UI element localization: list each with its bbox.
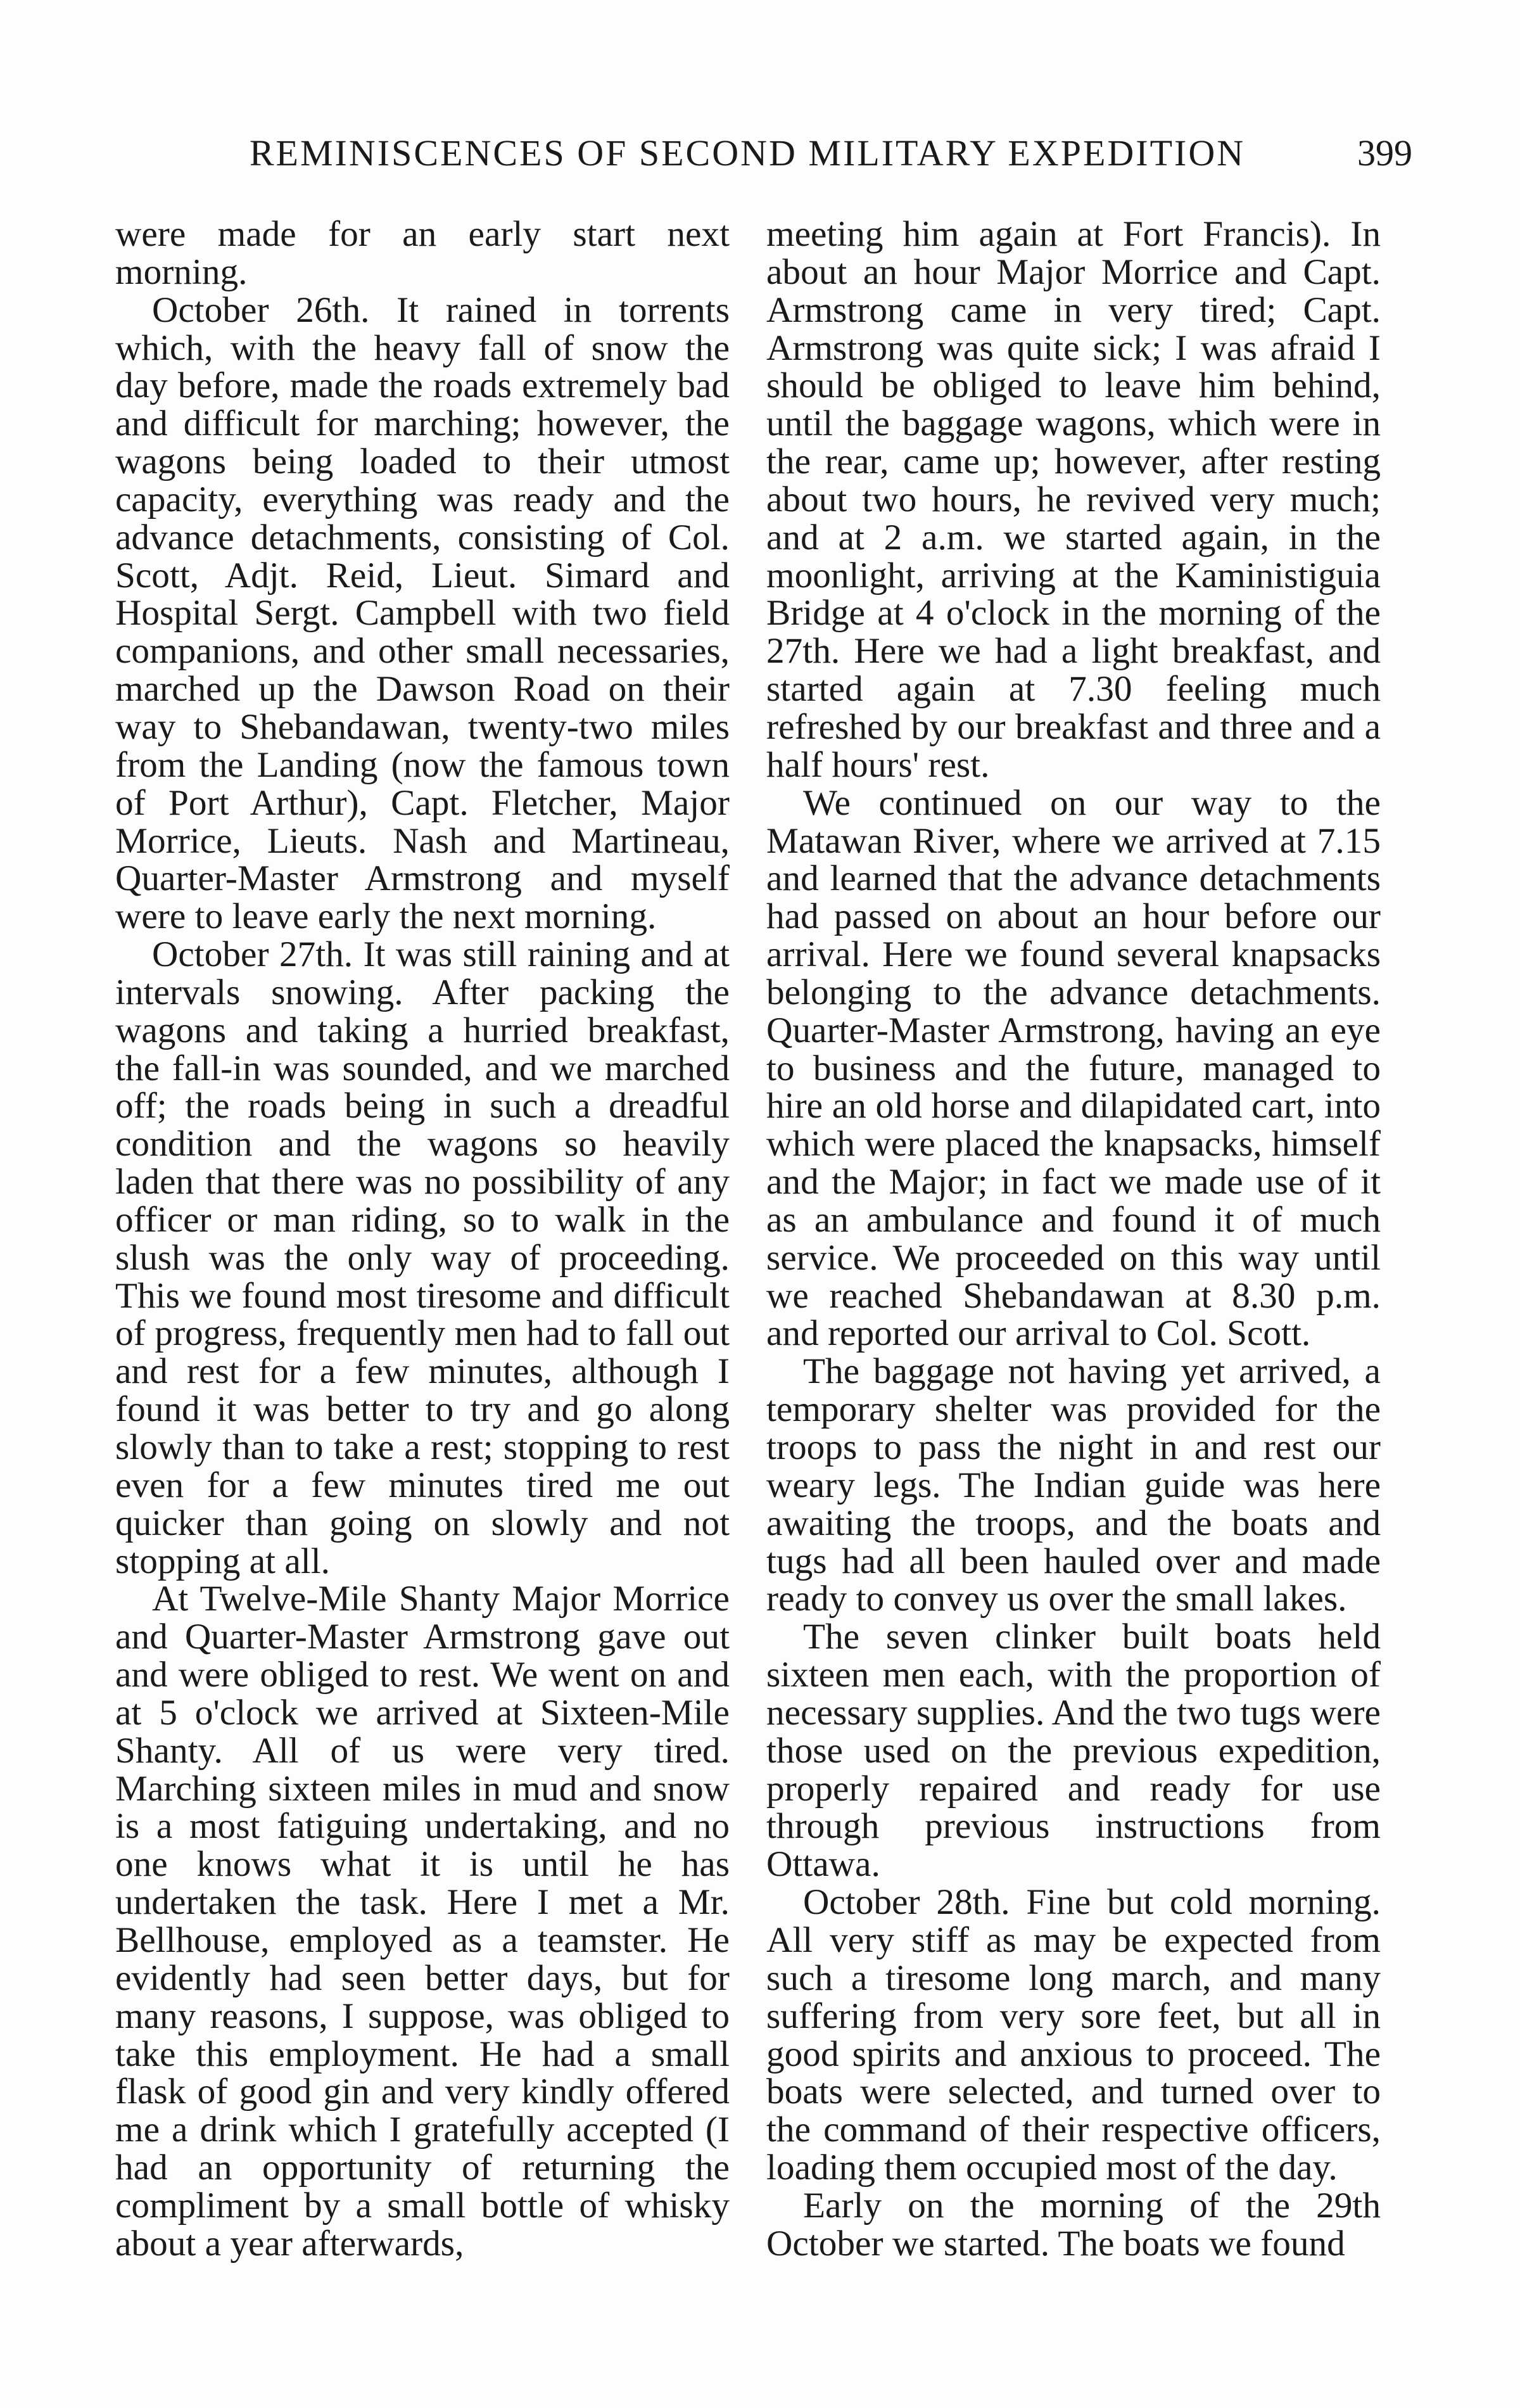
paragraph: meeting him again at Fort Francis). In about an hour Major Morrice and Capt. Armstrong came in very tired; Capt. Armstrong was quite sick; I was afraid I should be obliged to leave him behind, until the baggage wagons, which were in the rear, came up; however, after resting about two hours, he revived very much; and at 2 a.m. we started again, in the moonlight, arriving at the Kaministiguia Bridge at 4 o'clock in the morning of the 27th. Here we had a light breakfast, and started again at 7.30 feeling much refreshed by our breakfast and three and a half hours' rest. (766, 214, 1381, 785)
paragraph: were made for an early start next morning. (115, 214, 730, 292)
running-title: REMINISCENCES OF SECOND MILITARY EXPEDITION (249, 132, 1246, 174)
left-text-column (115, 215, 730, 2263)
paragraph: October 28th. Fine but cold morning. All very stiff as may be expected from such a tiresome long march, and many suffering from very sore feet, but all in good spirits and anxious to proceed. The boats were selected, and turned over to the command of their respective officers, loading them occupied most of the day. (766, 1882, 1381, 2188)
page-header (215, 132, 1412, 189)
paragraph: The seven clinker built boats held sixteen men each, with the proportion of necessary supplies. And the two tugs were those used on the previous expedition, properly repaired and ready for use through previous instructions from Ottawa. (766, 1617, 1381, 1885)
paragraph: At Twelve-Mile Shanty Major Morrice and Quarter-Master Armstrong gave out and were obliged to rest. We went on and at 5 o'clock we arrived at Sixteen-Mile Shanty. All of us were very tired. Marching sixteen miles in mud and snow is a most fatiguing undertaking, and no one knows what it is until he has undertaken the task. Here I met a Mr. Bellhouse, employed as a teamster. He evidently had seen better days, but for many reasons, I suppose, was obliged to take this employment. He had a small flask of good gin and very kindly offered me a drink which I gratefully accepted (I had an opportunity of returning the compliment by a small bottle of whisky about a year afterwards, (115, 1579, 730, 2264)
paragraph: Early on the morning of the 29th October we started. The boats we found (766, 2185, 1381, 2264)
paragraph: October 27th. It was still raining and at intervals snowing. After packing the wagons and taking a hurried breakfast, the fall-in was sounded, and we marched off; the roads being in such a dreadful condition and the wagons so heavily laden that there was no possibility of any officer or man riding, so to walk in the slush was the only way of proceeding. This we found most tiresome and difficult of progress, frequently men had to fall out and rest for a few minutes, although I found it was better to try and go along slowly than to take a rest; stopping to rest even for a few minutes tired me out quicker than going on slowly and not stopping at all. (115, 934, 730, 1581)
page-number: 399 (1357, 132, 1412, 174)
right-text-column (766, 215, 1381, 2263)
paragraph: The baggage not having yet arrived, a temporary shelter was provided for the troops to pass the night in and rest our weary legs. The Indian guide was here awaiting the troops, and the boats and tugs had all been hauled over and made ready to convey us over the small lakes. (766, 1351, 1381, 1619)
paragraph: We continued on our way to the Matawan River, where we arrived at 7.15 and learned that the advance detachments had passed on about an hour before our arrival. Here we found several knapsacks belonging to the advance detachments. Quarter-Master Armstrong, having an eye to business and the future, managed to hire an old horse and dilapidated cart, into which were placed the knapsacks, himself and the Major; in fact we made use of it as an ambulance and found it of much service. We proceeded on this way until we reached Shebandawan at 8.30 p.m. and reported our arrival to Col. Scott. (766, 782, 1381, 1354)
paragraph: October 26th. It rained in torrents which, with the heavy fall of snow the day before, made the roads extremely bad and difficult for marching; however, the wagons being loaded to their utmost capacity, everything was ready and the advance detachments, consisting of Col. Scott, Adjt. Reid, Lieut. Simard and Hospital Sergt. Campbell with two field companions, and other small necessaries, marched up the Dawson Road on their way to Shebandawan, twenty-two miles from the Landing (now the famous town of Port Arthur), Capt. Fletcher, Major Morrice, Lieuts. Nash and Martineau, Quarter-Master Armstrong and myself were to leave early the next morning. (115, 290, 730, 937)
